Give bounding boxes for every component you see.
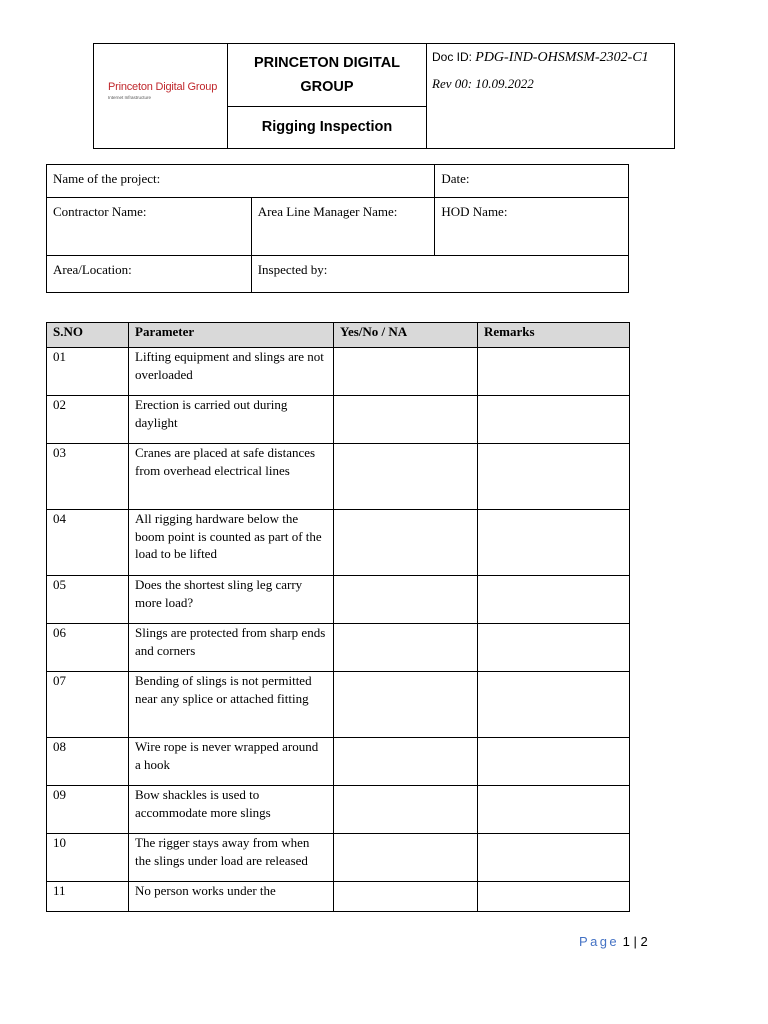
logo-text: Princeton Digital Group (108, 81, 218, 93)
table-row (47, 396, 630, 444)
row-parameter: All rigging hardware below the boom point is counted as part of the load to be lifted (129, 510, 334, 576)
col-header-parameter: Parameter (129, 323, 334, 348)
document-header (93, 43, 675, 149)
response-cell[interactable] (334, 348, 478, 396)
row-number: 08 (47, 738, 129, 786)
company-logo (94, 44, 227, 148)
row-parameter: Lifting equipment and slings are not overloaded (129, 348, 334, 396)
doc-id-label: Doc ID: (432, 50, 473, 64)
hod-field[interactable]: HOD Name: (435, 198, 629, 256)
page-separator: | (633, 934, 637, 949)
remarks-cell[interactable] (478, 510, 630, 576)
row-number: 11 (47, 882, 129, 912)
row-parameter: Does the shortest sling leg carry more load? (129, 576, 334, 624)
response-cell[interactable] (334, 624, 478, 672)
row-number: 01 (47, 348, 129, 396)
remarks-cell[interactable] (478, 738, 630, 786)
col-header-remarks: Remarks (478, 323, 630, 348)
row-parameter: Bow shackles is used to accommodate more slings (129, 786, 334, 834)
document-meta (432, 48, 672, 92)
row-parameter: The rigger stays away from when the slings under load are released (129, 834, 334, 882)
row-number: 03 (47, 444, 129, 510)
header-middle (227, 44, 427, 148)
table-row (47, 834, 630, 882)
row-number: 10 (47, 834, 129, 882)
company-name: PRINCETON DIGITAL GROUP (228, 44, 426, 107)
remarks-cell[interactable] (478, 396, 630, 444)
area-manager-field[interactable]: Area Line Manager Name: (251, 198, 435, 256)
date-field[interactable]: Date: (435, 165, 629, 198)
response-cell[interactable] (334, 672, 478, 738)
area-location-field[interactable]: Area/Location: (47, 256, 252, 293)
row-number: 05 (47, 576, 129, 624)
remarks-cell[interactable] (478, 576, 630, 624)
table-row (47, 624, 630, 672)
response-cell[interactable] (334, 396, 478, 444)
remarks-cell[interactable] (478, 348, 630, 396)
table-row (47, 510, 630, 576)
project-name-field[interactable]: Name of the project: (47, 165, 435, 198)
document-title: Rigging Inspection (261, 119, 393, 135)
table-row (47, 576, 630, 624)
table-row (47, 348, 630, 396)
response-cell[interactable] (334, 882, 478, 912)
row-parameter: Erection is carried out during daylight (129, 396, 334, 444)
table-row (47, 882, 630, 912)
row-parameter: Cranes are placed at safe distances from overhead electrical lines (129, 444, 334, 510)
row-number: 02 (47, 396, 129, 444)
table-row (47, 672, 630, 738)
table-row (47, 444, 630, 510)
row-parameter: Bending of slings is not permitted near any splice or attached fitting (129, 672, 334, 738)
remarks-cell[interactable] (478, 882, 630, 912)
page-number: 1 (622, 934, 630, 949)
remarks-cell[interactable] (478, 834, 630, 882)
row-number: 06 (47, 624, 129, 672)
doc-id-value: PDG-IND-OHSMSM-2302-C1 (475, 50, 649, 65)
logo-subtext: Internet Infrastructure (108, 95, 152, 100)
response-cell[interactable] (334, 444, 478, 510)
remarks-cell[interactable] (478, 672, 630, 738)
response-cell[interactable] (334, 576, 478, 624)
remarks-cell[interactable] (478, 624, 630, 672)
inspected-by-field[interactable]: Inspected by: (251, 256, 628, 293)
response-cell[interactable] (334, 510, 478, 576)
page-total: 2 (640, 934, 648, 949)
remarks-cell[interactable] (478, 444, 630, 510)
row-number: 09 (47, 786, 129, 834)
page-footer (579, 934, 648, 949)
row-number: 07 (47, 672, 129, 738)
response-cell[interactable] (334, 738, 478, 786)
response-cell[interactable] (334, 834, 478, 882)
page-label: Page (579, 934, 619, 949)
col-header-response: Yes/No / NA (334, 323, 478, 348)
table-row (47, 786, 630, 834)
revision: Rev 00: 10.09.2022 (432, 76, 534, 91)
row-parameter: Slings are protected from sharp ends and corners (129, 624, 334, 672)
row-parameter: No person works under the (129, 882, 334, 912)
remarks-cell[interactable] (478, 786, 630, 834)
row-parameter: Wire rope is never wrapped around a hook (129, 738, 334, 786)
contractor-field[interactable]: Contractor Name: (47, 198, 252, 256)
inspection-checklist (46, 322, 630, 912)
project-info-table (46, 164, 629, 293)
response-cell[interactable] (334, 786, 478, 834)
row-number: 04 (47, 510, 129, 576)
table-row (47, 738, 630, 786)
doc-id (432, 48, 672, 67)
checklist-header-row (47, 323, 630, 348)
col-header-sno: S.NO (47, 323, 129, 348)
